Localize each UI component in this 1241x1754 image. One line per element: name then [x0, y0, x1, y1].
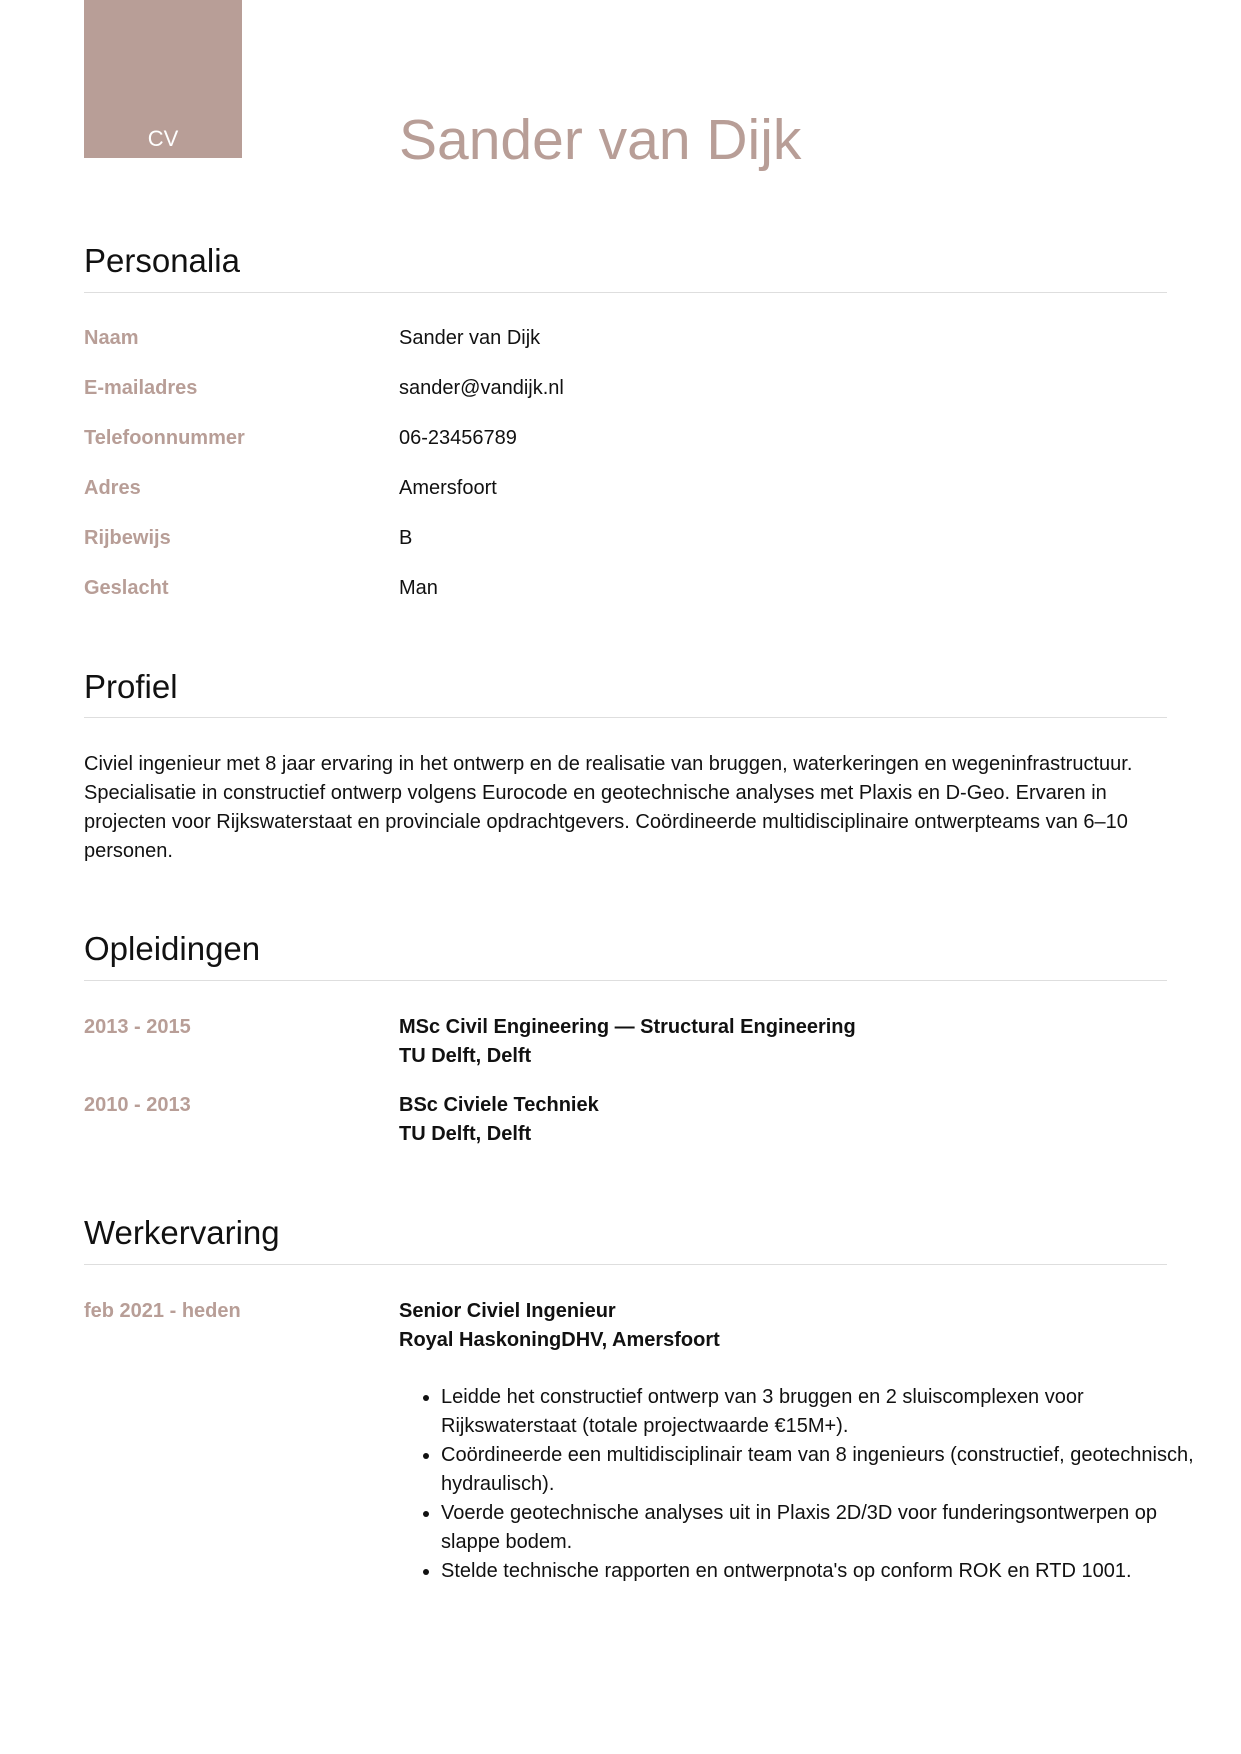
- value-naam: Sander van Dijk: [399, 327, 541, 349]
- value-telefoon: 06-23456789: [399, 427, 517, 449]
- label-adres: Adres: [84, 477, 141, 499]
- education-institution: TU Delft, Delft: [399, 1045, 532, 1067]
- job-period: feb 2021 - heden: [84, 1300, 241, 1322]
- job-title: Senior Civiel Ingenieur: [399, 1300, 616, 1322]
- label-telefoon: Telefoonnummer: [84, 427, 245, 449]
- value-rijbewijs: B: [399, 527, 413, 549]
- education-degree: BSc Civiele Techniek: [399, 1094, 599, 1116]
- section-divider: [84, 292, 1167, 293]
- profile-summary: Civiel ingenieur met 8 jaar ervaring in het ontwerp en de realisatie van bruggen, waterkeringen en wegeninfrastructuur. Specialisatie in constructief ontwerp volgens Eurocode en geotechnische analyses met Plaxis en D-Geo. Ervaren in projecten voor Rijkswaterstaat en provinciale opdrachtgevers. Coördineerde multidisciplinaire ontwerpteams van 6–10 personen.: [84, 753, 1133, 862]
- list-item: • Stelde technische rapporten en ontwerpnota's op conform ROK en RTD 1001.: [441, 1557, 1211, 1586]
- education-degree: MSc Civil Engineering — Structural Engineering: [399, 1016, 856, 1038]
- label-geslacht: Geslacht: [84, 577, 169, 599]
- value-email: sander@vandijk.nl: [399, 377, 564, 399]
- candidate-name: Sander van Dijk: [399, 108, 802, 172]
- section-title-profiel: Profiel: [84, 668, 178, 705]
- education-period: 2013 - 2015: [84, 1016, 191, 1038]
- list-item: • Coördineerde een multidisciplinair team van 8 ingenieurs (constructief, geotechnisch, hydraulisch).: [441, 1441, 1211, 1499]
- section-divider: [84, 717, 1167, 718]
- job-employer: Royal HaskoningDHV, Amersfoort: [399, 1329, 720, 1351]
- cv-badge: [84, 0, 242, 158]
- label-email: E-mailadres: [84, 377, 198, 399]
- section-divider: [84, 980, 1167, 981]
- education-institution: TU Delft, Delft: [399, 1123, 532, 1145]
- cv-badge-label: CV: [147, 126, 179, 151]
- value-geslacht: Man: [399, 577, 438, 599]
- label-naam: Naam: [84, 327, 139, 349]
- section-title-personalia: Personalia: [84, 242, 240, 279]
- section-title-opleidingen: Opleidingen: [84, 930, 261, 967]
- list-item: • Voerde geotechnische analyses uit in Plaxis 2D/3D voor funderingsontwerpen op slappe bodem.: [441, 1499, 1211, 1557]
- job-responsibilities: [399, 1383, 1211, 1586]
- list-item: • Leidde het constructief ontwerp van 3 bruggen en 2 sluiscomplexen voor Rijkswaterstaat (totale projectwaarde €15M+).: [441, 1383, 1211, 1441]
- value-adres: Amersfoort: [399, 477, 497, 499]
- label-rijbewijs: Rijbewijs: [84, 527, 171, 549]
- section-divider: [84, 1264, 1167, 1265]
- section-title-werkervaring: Werkervaring: [84, 1214, 280, 1251]
- education-period: 2010 - 2013: [84, 1094, 191, 1116]
